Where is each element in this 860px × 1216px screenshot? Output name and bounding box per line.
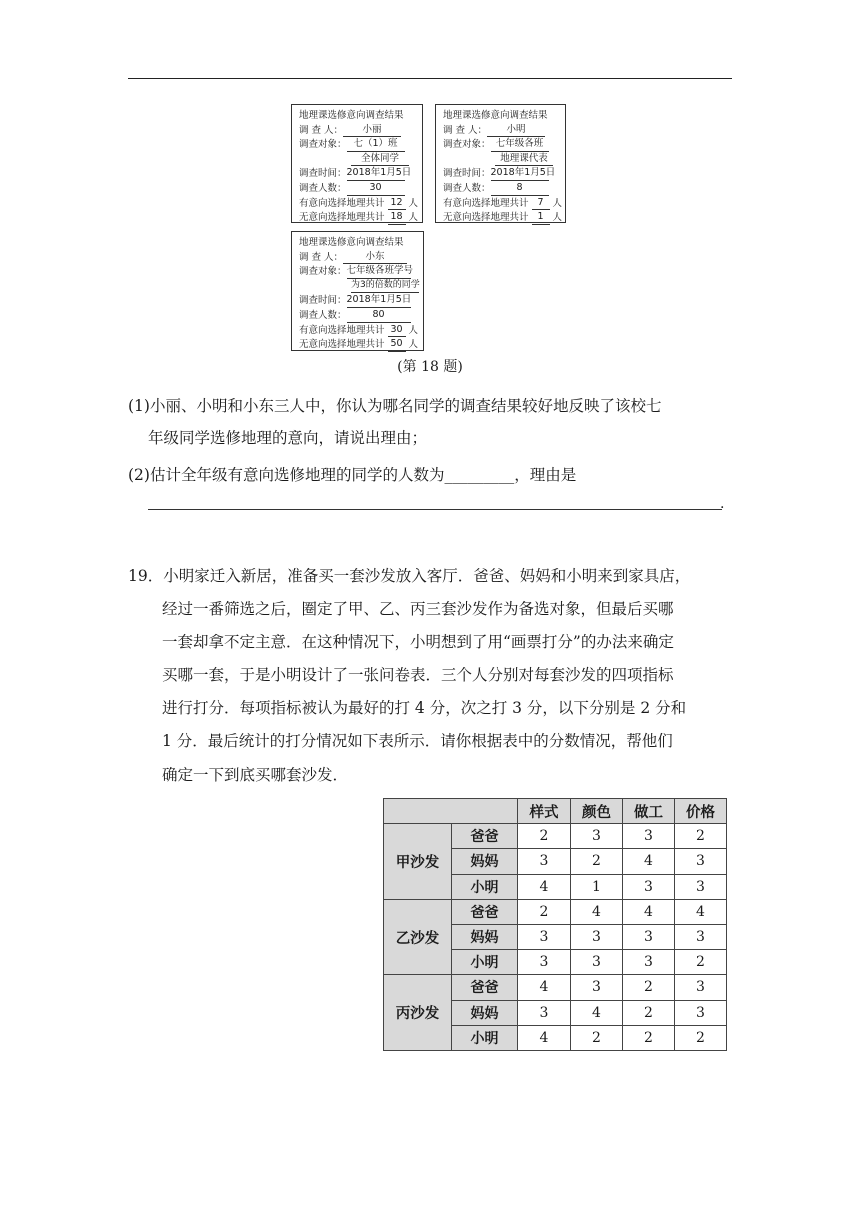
investigator-label: 调 查 人： [443,124,488,136]
score-cell: 3 [623,924,675,949]
sofa-rating-table [383,798,727,1051]
score-cell: 3 [571,924,623,949]
score-cell: 2 [623,1000,675,1025]
yes-value: 30 [388,323,406,338]
header-color: 颜色 [571,799,623,824]
top-rule [128,78,732,79]
unit: 人 [408,197,419,209]
score-cell: 2 [623,1025,675,1050]
group-label: 乙沙发 [384,899,452,975]
yes-label: 有意向选择地理共计 [299,197,385,209]
yes-label: 有意向选择地理共计 [299,324,385,336]
q19-line: 一套却拿不定主意．在这种情况下，小明想到了用“画票打分”的办法来确定 [162,633,674,651]
q18-part2: (2)估计全年级有意向选修地理的同学的人数为_________，理由是 [128,466,577,484]
person-cell: 妈妈 [452,849,518,874]
person-cell: 爸爸 [452,975,518,1000]
header-workmanship: 做工 [623,799,675,824]
investigator-label: 调 查 人： [299,124,344,136]
score-cell: 3 [623,824,675,849]
figure-caption: (第 18 题) [397,359,463,375]
q19-line: 19．小明家迁入新居，准备买一套沙发放入客厅．爸爸、妈妈和小明来到家具店， [128,567,691,585]
score-cell: 3 [675,849,727,874]
survey-card-xiaoming [435,104,566,223]
investigator-value: 小丽 [343,123,401,138]
time-value: 2018年1月5日 [347,166,405,181]
score-cell: 2 [675,1025,727,1050]
score-cell: 3 [675,975,727,1000]
time-label: 调查时间： [299,168,347,180]
score-cell: 3 [623,950,675,975]
investigator-label: 调 查 人： [299,251,344,263]
score-cell: 4 [518,1025,571,1050]
subject-label: 调查对象： [443,139,491,151]
subject-value-line2: 地理课代表 [495,152,553,167]
no-value: 50 [388,337,406,352]
end-mark: . [720,496,725,512]
score-cell: 3 [571,975,623,1000]
yes-label: 有意向选择地理共计 [443,197,529,209]
count-label: 调查人数： [443,182,491,194]
count-value: 30 [347,181,405,196]
q18-part1-line2: 年级同学选修地理的意向，请说出理由； [148,429,428,447]
time-value: 2018年1月5日 [491,166,549,181]
answer-blank-line [148,509,722,510]
no-label: 无意向选择地理共计 [443,212,529,224]
score-cell: 2 [571,849,623,874]
score-cell: 3 [518,950,571,975]
score-cell: 3 [623,874,675,899]
score-cell: 4 [518,874,571,899]
score-cell: 4 [623,899,675,924]
score-cell: 4 [571,1000,623,1025]
score-cell: 2 [571,1025,623,1050]
survey-card-xiaodong [291,231,424,351]
count-value: 80 [347,308,411,323]
table-corner-cell [384,799,518,824]
header-price: 价格 [675,799,727,824]
unit: 人 [408,212,419,224]
score-cell: 4 [623,849,675,874]
yes-value: 12 [388,196,406,211]
no-value: 18 [388,210,406,225]
card-title: 地理课选修意向调查结果 [299,110,404,121]
score-cell: 4 [518,975,571,1000]
q19-line: 1 分．最后统计的打分情况如下表所示．请你根据表中的分数情况，帮他们 [162,732,673,750]
investigator-value: 小东 [343,250,407,265]
card-title: 地理课选修意向调查结果 [299,237,404,248]
unit: 人 [408,339,419,351]
score-cell: 4 [675,899,727,924]
no-label: 无意向选择地理共计 [299,212,385,224]
q19-line: 经过一番筛选之后，圈定了甲、乙、丙三套沙发作为备选对象，但最后买哪 [162,600,674,618]
survey-card-xiaoli [291,104,423,223]
person-cell: 妈妈 [452,924,518,949]
person-cell: 小明 [452,874,518,899]
person-cell: 妈妈 [452,1000,518,1025]
time-label: 调查时间： [299,295,347,307]
q18-part1-line1: (1)小丽、小明和小东三人中，你认为哪名同学的调查结果较好地反映了该校七 [128,397,662,415]
time-label: 调查时间： [443,168,491,180]
table-row [384,824,727,849]
score-cell: 2 [518,824,571,849]
score-cell: 2 [675,824,727,849]
unit: 人 [408,324,419,336]
q19-line: 进行打分．每项指标被认为最好的打 4 分，次之打 3 分，以下分别是 2 分和 [162,699,687,717]
score-cell: 3 [571,950,623,975]
q19-line: 买哪一套，于是小明设计了一张问卷表．三个人分别对每套沙发的四项指标 [162,666,674,684]
person-cell: 小明 [452,950,518,975]
score-cell: 1 [571,874,623,899]
score-cell: 3 [675,924,727,949]
score-cell: 2 [675,950,727,975]
yes-value: 7 [532,196,550,211]
no-label: 无意向选择地理共计 [299,339,385,351]
subject-value-line1: 七（1）班 [347,137,405,152]
group-label: 丙沙发 [384,975,452,1051]
person-cell: 小明 [452,1025,518,1050]
person-cell: 爸爸 [452,899,518,924]
subject-value-line2: 全体同学 [351,152,409,167]
subject-value-line1: 七年级各班 [491,137,549,152]
unit: 人 [552,212,563,224]
count-value: 8 [491,181,549,196]
table-row [384,975,727,1000]
score-cell: 3 [518,1000,571,1025]
table-row [384,899,727,924]
score-cell: 3 [675,874,727,899]
investigator-value: 小明 [487,123,545,138]
header-style: 样式 [518,799,571,824]
q19-line: 确定一下到底买哪套沙发． [162,766,349,784]
score-cell: 4 [571,899,623,924]
score-cell: 2 [623,975,675,1000]
score-cell: 3 [675,1000,727,1025]
count-label: 调查人数： [299,182,347,194]
person-cell: 爸爸 [452,824,518,849]
unit: 人 [552,197,563,209]
score-cell: 3 [518,849,571,874]
score-cell: 3 [518,924,571,949]
score-cell: 2 [518,899,571,924]
table-header-row [384,799,727,824]
time-value: 2018年1月5日 [347,293,411,308]
subject-value-line2: 为3的倍数的同学 [351,279,419,294]
count-label: 调查人数： [299,309,347,321]
subject-value-line1: 七年级各班学号 [347,264,411,279]
score-cell: 3 [571,824,623,849]
subject-label: 调查对象： [299,139,347,151]
card-title: 地理课选修意向调查结果 [443,110,548,121]
subject-label: 调查对象： [299,266,347,278]
group-label: 甲沙发 [384,824,452,900]
no-value: 1 [532,210,550,225]
